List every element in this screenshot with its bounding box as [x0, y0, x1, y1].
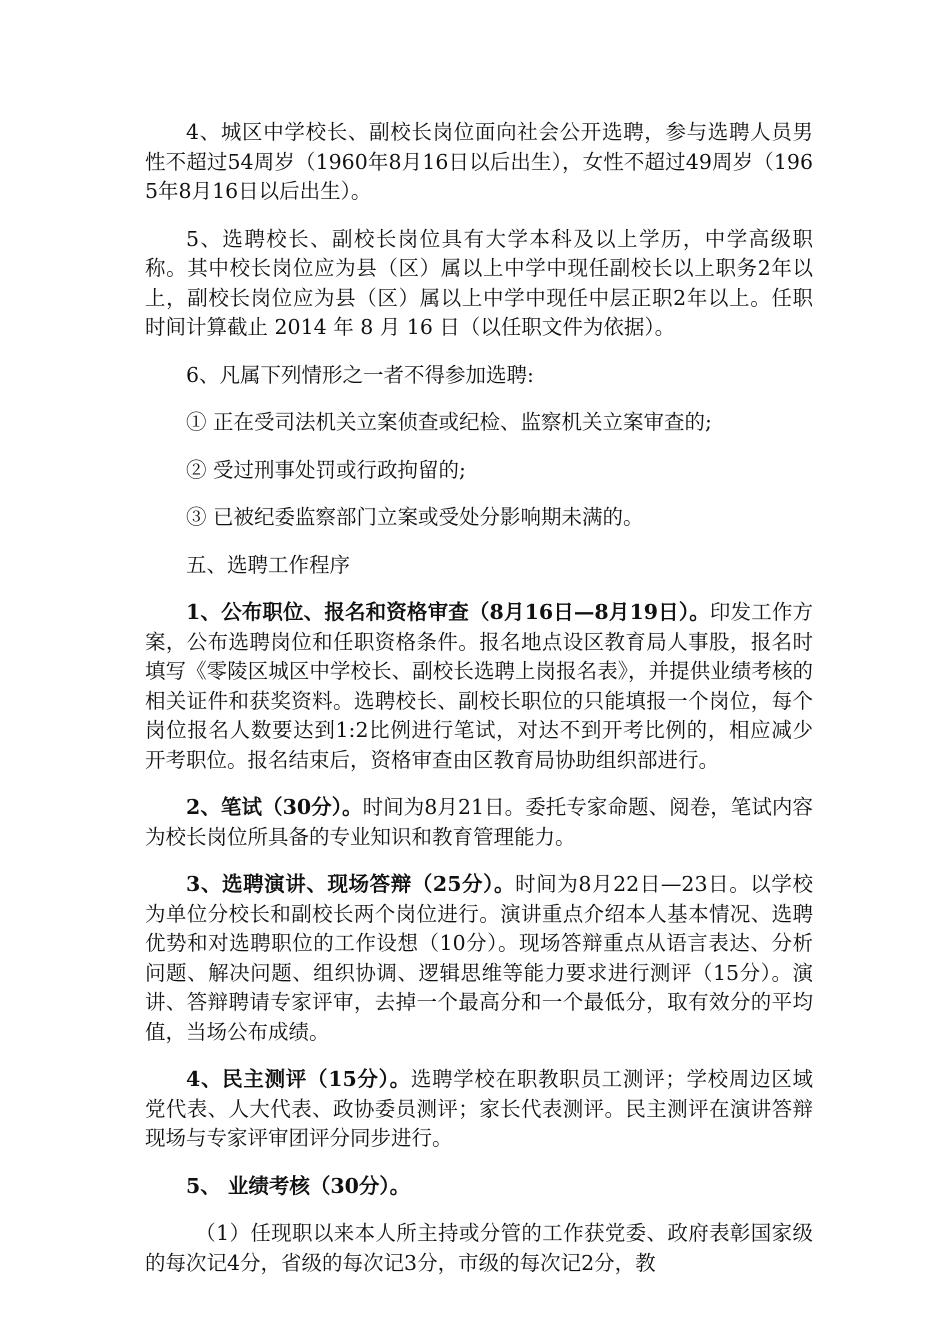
step-3-paragraph	[145, 870, 813, 1047]
paragraph-qualification: 5、选聘校长、副校长岗位具有大学本科及以上学历，中学高级职称。其中校长岗位应为县（区）属以上中学中现任副校长以上职务2年以上，副校长岗位应为县（区）属以上中学中现任中层正职2年以上。任职时间计算截止 2014 年 8 月 16 日（以任职文件为依据）。	[145, 226, 813, 339]
document-page	[145, 118, 813, 1296]
step-4-title: 4、民主测评（15分）。	[186, 1067, 411, 1091]
exclusion-item-3: ③ 已被纪委监察部门立案或受处分影响期未满的。	[186, 505, 644, 529]
step-3-title: 3、选聘演讲、现场答辩（25分）。	[186, 872, 516, 896]
step-4-paragraph	[145, 1065, 813, 1154]
step-1-paragraph	[145, 598, 813, 775]
section-heading-procedure: 五、选聘工作程序	[186, 552, 350, 577]
step-3-body: 时间为8月22日—23日。以学校为单位分校长和副校长两个岗位进行。演讲重点介绍本人基本情况、选聘优势和对选聘职位的工作设想（10分）。现场答辩重点从语言表达、分析问题、解决问题、组织协调、逻辑思维等能力要求进行测评（15分）。演讲、答辩聘请专家评审，去掉一个最高分和一个最低分，取有效分的平均值，当场公布成绩。	[145, 872, 813, 1044]
exclusion-item-2: ② 受过刑事处罚或行政拘留的;	[186, 457, 466, 482]
step-5-paragraph	[145, 1172, 813, 1202]
step-1-body: 印发工作方案，公布选聘岗位和任职资格条件。报名地点设区教育局人事股，报名时填写《零陵区城区中学校长、副校长选聘上岗报名表》，并提供业绩考核的相关证件和获奖资料。选聘校长、副校长职位的只能填报一个岗位，每个岗位报名人数要达到1:2比例进行笔试，对达不到开考比例的，相应减少开考职位。报名结束后，资格审查由区教育局协助组织部进行。	[145, 600, 813, 772]
step-1-title: 1、公布职位、报名和资格审查（8月16日—8月19日）。	[186, 600, 710, 624]
step-2-title: 2、笔试（30分）。	[186, 795, 363, 819]
step-5-title: 5、 业绩考核（30分）。	[186, 1173, 411, 1198]
exclusion-item-1: ① 正在受司法机关立案侦查或纪检、监察机关立案审查的;	[186, 410, 712, 434]
step-5-item-1: （1）任现职以来本人所主持或分管的工作获党委、政府表彰国家级的每次记4分，省级的每次记3分，市级的每次记2分，教	[145, 1221, 813, 1275]
step-4-body: 选聘学校在职教职员工测评；学校周边区域党代表、人大代表、政协委员测评；家长代表测评。民主测评在演讲答辩现场与专家评审团评分同步进行。	[145, 1067, 814, 1150]
step-2-body: 时间为8月21日。委托专家命题、阅卷，笔试内容为校长岗位所具备的专业知识和教育管理能力。	[145, 795, 813, 849]
paragraph-exclusion-intro: 6、凡属下列情形之一者不得参加选聘:	[186, 362, 534, 387]
paragraph-age-requirement: 4、城区中学校长、副校长岗位面向社会公开选聘，参与选聘人员男性不超过54周岁（1960年8月16日以后出生），女性不超过49周岁（1965年8月16日以后出生）。	[145, 120, 813, 203]
step-2-paragraph	[145, 793, 813, 852]
